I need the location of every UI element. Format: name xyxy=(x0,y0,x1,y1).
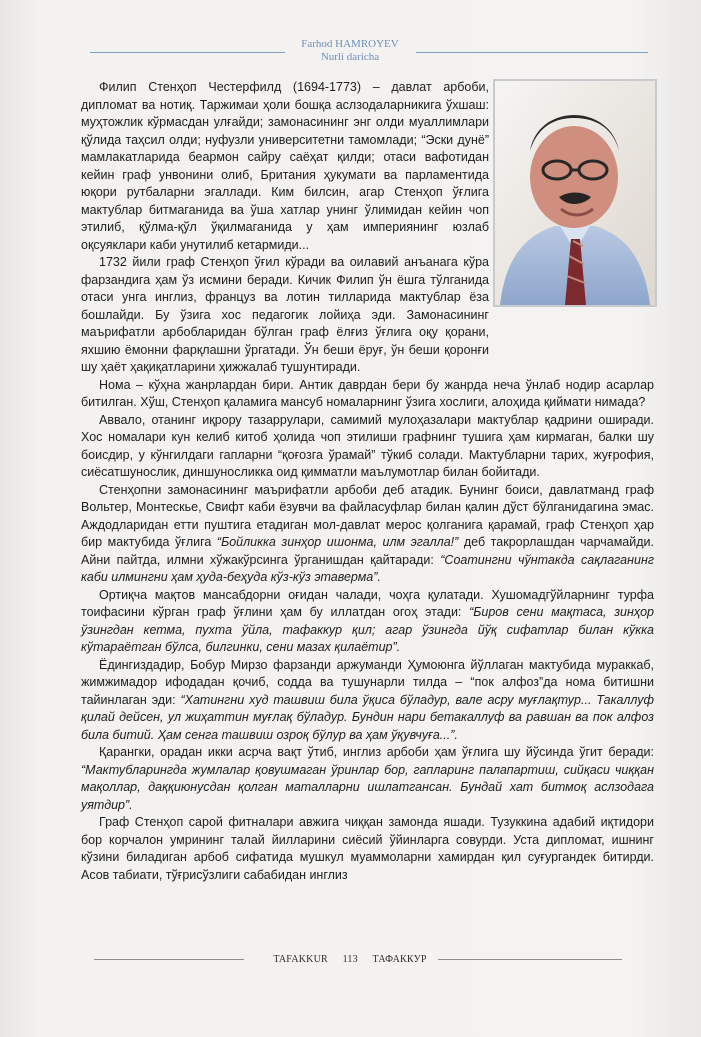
page-number: 113 xyxy=(342,954,358,965)
author-name: Farhod HAMROYEV xyxy=(301,38,399,50)
running-head xyxy=(40,38,660,64)
quote-5: “Мактубларингда жумлалар қовушмаган ўринлар бор, гапларинг палапартиш, сийқаси чиққан мақоллар, даққиюнусдан қолган маталларни ишлатгансан. Бундай хат битмоқ аслзодага уятдир”. xyxy=(81,762,654,812)
paragraph-3: Нома – кўҳна жанрлардан бири. Антик даврдан бери бу жанрда неча ўнлаб нодир асарлар битилган. Хўш, Стенҳоп қаламига мансуб номаларнинг ўзига хослиги, алоҳида қиймати нимада? xyxy=(81,377,654,409)
paragraph-7-text: Ёдингиздадир, Бобур Мирзо фарзанди аржуманди Ҳумоюнга йўллаган мактубида мураккаб, жимжимадор ифодадан қочиб, содда ва тушунарли тилда – “пок алфоз”да нома битишни тайинлаган эди: xyxy=(81,657,654,707)
paragraph-8-text: Қарангки, орадан икки асрча вақт ўтиб, инглиз арбоби ҳам ўғлига шу йўсинда ўгит беради: xyxy=(99,745,654,759)
paragraph-8 xyxy=(81,744,654,814)
header-rule-right xyxy=(416,52,648,53)
article-body xyxy=(81,79,654,884)
quote-2: “Соатингни чўнтакда сақлаганинг каби илмингни ҳам ҳуда-беҳуда кўз-кўз этаверма”. xyxy=(81,552,654,584)
quote-4: “Хатингни худ ташвиш била ўқиса бўладур, вале асру муғлақтур... Такаллуф қилай дейсен, ул жиҳаттин муғлақ бўладур. Бундин нари бетакаллуф ва равшан ва пок алфоз била битий. Ҳам сенга ташвиш озроқ бўлур ва ҳам ўқувчуға...”. xyxy=(81,692,655,742)
page-footer xyxy=(40,954,660,965)
paragraph-7 xyxy=(81,657,654,745)
paragraph-4: Аввало, отанинг иқрору тазаррулари, самимий мулоҳазалари мактублар қадрини оширади. Хос номалари кун келиб китоб ҳолида чоп этилиши графнинг тушига ҳам кирмаган, балки шу боисдир, у кўнгилдаги гапларни “қоғозга ўрамай” тўкиб солади. Мактубларни тарих, жуғрофия, сиёсатшунослик, диншуносликка оид қимматли маълумотлар билан бойитади. xyxy=(81,412,654,479)
paragraph-1: Филип Стенҳоп Честерфилд (1694-1773) – давлат арбоби, дипломат ва нотиқ. Таржимаи ҳоли бошқа аслзодаларникига ўхшаш: муҳтожлик кўрмасдан улғайди; замонасининг энг олди муаллимлари қўлида таҳсил олди; нуфузли университетни тамомлади; “Эски дунё” мамлакатларида беармон сайру саёҳат қилди; отаси вафотидан кейин граф унвонини олиб, Британия ҳукумати ва парламентида юқори рутбаларни эгаллади. Ким билсин, агар Стенҳоп ўғлига мактублар битмаганида ва ўша хатлар унинг ўлимидан кейин чоп этилиб, қўлма-қўл ўқилмаганида у ҳам империянинг юзлаб оқсуяклари каби унутилиб кетармиди... xyxy=(81,80,489,252)
paragraph-9: Граф Стенҳоп сарой фитналари авжига чиққан замонда яшади. Тузуккина адабий иқтидори бор корчалон умрининг талай йилларини сиёсий ўйинларга совурди. Уста дипломат, ишнинг кўзини биладиган арбоб сифатида мушкул муаммоларни хамирдан қил суғургандек битирди. Асов табиати, тўғрисўзлиги сабабидан инглиз xyxy=(81,815,654,882)
paragraph-2: 1732 йили граф Стенҳоп ўғил кўради ва оилавий анъанага кўра фарзандига ҳам ўз исмини беради. Кичик Филип ўн ёшга тўлганида отаси унга инглиз, француз ва лотин тилларида мактублар ёза бошлайди. Бу ўзига хос педагогик лойиҳа эди. Замонасининг маърифатли арбобларидан бўлган граф ёлғиз ўғлига оқу қорани, яхшию ёмонни фарқлашни ўргатади. Ўн беши ёруғ, ўн беши қоронғи шу ҳаёт ҳақиқатларини ҳижжалаб тушунтиради. xyxy=(81,255,489,374)
quote-3: “Биров сени мақтаса, зинҳор ўзингдан кетма, пухта ўйла, тафаккур қил; агар ўзингда йўқ сифатлар билан кўкка кўтараётган бўлса, билгинки, сени мазах қилаётир”. xyxy=(81,605,654,654)
paragraph-6-text: Ортиқча мақтов мансабдорни оғидан чалади, чоҳга қулатади. Хушомадгўйларнинг турфа тоифасини кўрган граф ўғлини ҳам бу иллатдан огоҳ этади: xyxy=(81,587,654,619)
quote-1: “Бойликка зинҳор ишонма, илм эгалла!” xyxy=(216,535,459,549)
paragraph-5-text-a: Стенҳопни замонасининг маърифатли арбоби деб атадик. Бунинг боиси, давлатманд граф Вольтер, Монтескье, Свифт каби ёзувчи ва файласуфлар билан қалин дўст бўлганидагина эмас. Аждодларидан етти пуштига етадиган мол-давлат мерос қолганига қарамай, граф Стенҳоп ҳар бир мактубида ўғлига xyxy=(81,482,654,549)
section-title: Nurli daricha xyxy=(320,51,380,63)
paragraph-5-text-b: деб такрорлашдан чарчамайди. Айни пайтда, илмни хўжакўрсинга ўрганишдан қайтаради: xyxy=(81,535,654,567)
paragraph-5 xyxy=(81,482,654,587)
footer-left-title: TAFAKKUR xyxy=(273,954,328,965)
footer-right-title: ТАФАККУР xyxy=(372,954,427,965)
header-rule-left xyxy=(90,52,285,53)
paragraph-6 xyxy=(81,587,654,657)
